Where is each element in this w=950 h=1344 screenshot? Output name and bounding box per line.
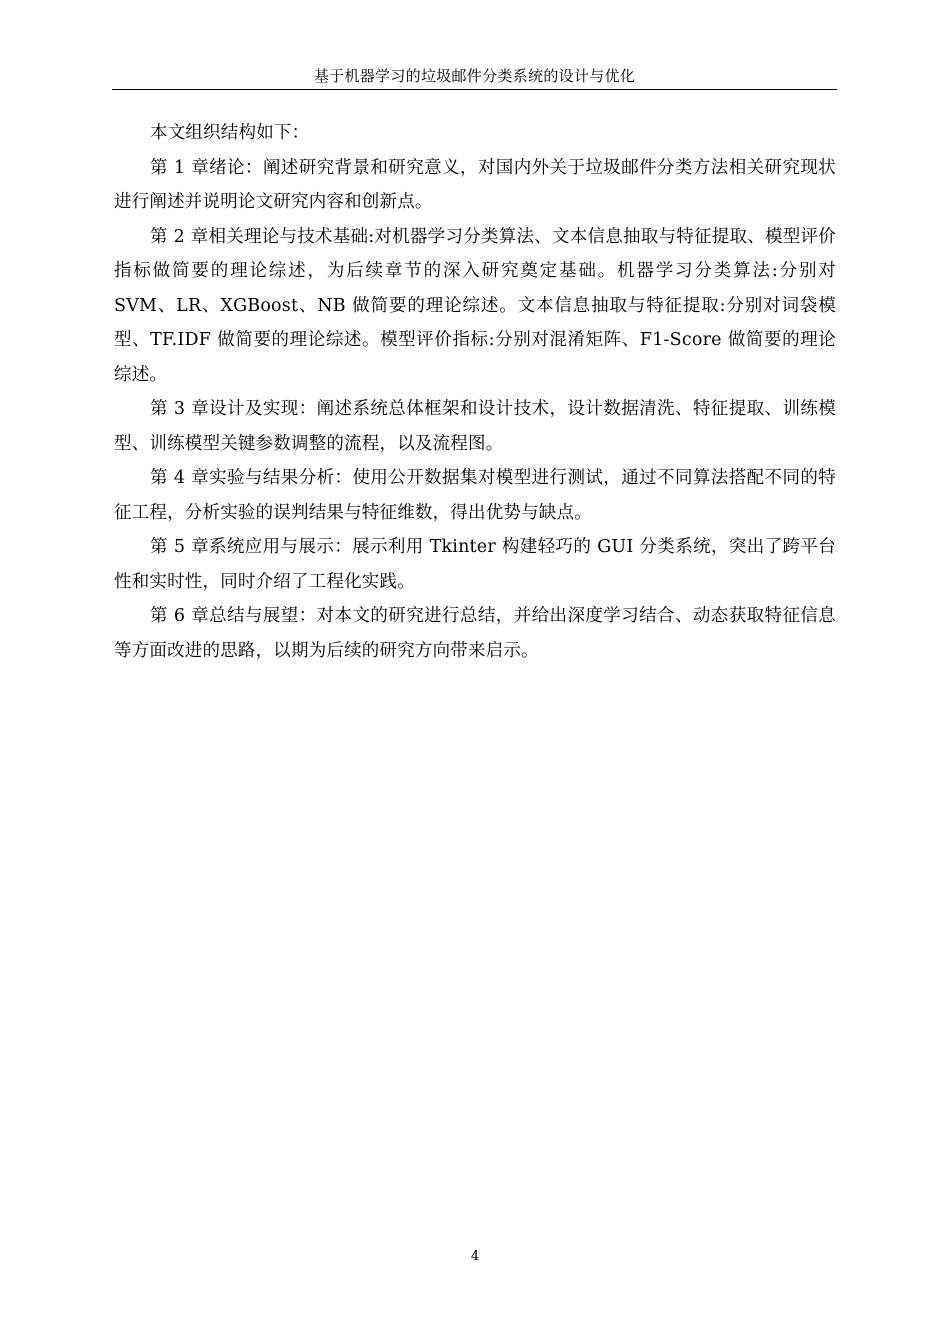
- page-header: [112, 62, 837, 90]
- page-number: 4: [470, 1249, 480, 1264]
- paragraph-chapter-6: 第 6 章总结与展望：对本文的研究进行总结，并给出深度学习结合、动态获取特征信息等方面改进的思路，以期为后续的研究方向带来启示。: [114, 606, 836, 661]
- paragraph-intro: 本文组织结构如下：: [150, 123, 310, 143]
- document-body: [114, 116, 836, 668]
- paragraph-chapter-1: 第 1 章绪论：阐述研究背景和研究意义，对国内外关于垃圾邮件分类方法相关研究现状进行阐述并说明论文研究内容和创新点。: [114, 157, 836, 212]
- paragraph-chapter-3: 第 3 章设计及实现：阐述系统总体框架和设计技术，设计数据清洗、特征提取、训练模型、训练模型关键参数调整的流程，以及流程图。: [114, 399, 836, 454]
- paragraph-chapter-5: 第 5 章系统应用与展示：展示利用 Tkinter 构建轻巧的 GUI 分类系统，突出了跨平台性和实时性，同时介绍了工程化实践。: [114, 537, 836, 592]
- running-header-title: 基于机器学习的垃圾邮件分类系统的设计与优化: [313, 67, 636, 85]
- paragraph-chapter-2: 第 2 章相关理论与技术基础:对机器学习分类算法、文本信息抽取与特征提取、模型评价指标做简要的理论综述，为后续章节的深入研究奠定基础。机器学习分类算法:分别对 SVM、LR、XGBoost、NB 做简要的理论综述。文本信息抽取与特征提取:分别对词袋模型、TF.IDF 做简要的理论综述。模型评价指标:分别对混淆矩阵、F1-Score 做简要的理论综述。: [114, 226, 836, 385]
- paragraph-chapter-4: 第 4 章实验与结果分析：使用公开数据集对模型进行测试，通过不同算法搭配不同的特征工程，分析实验的误判结果与特征维数，得出优势与缺点。: [114, 468, 836, 523]
